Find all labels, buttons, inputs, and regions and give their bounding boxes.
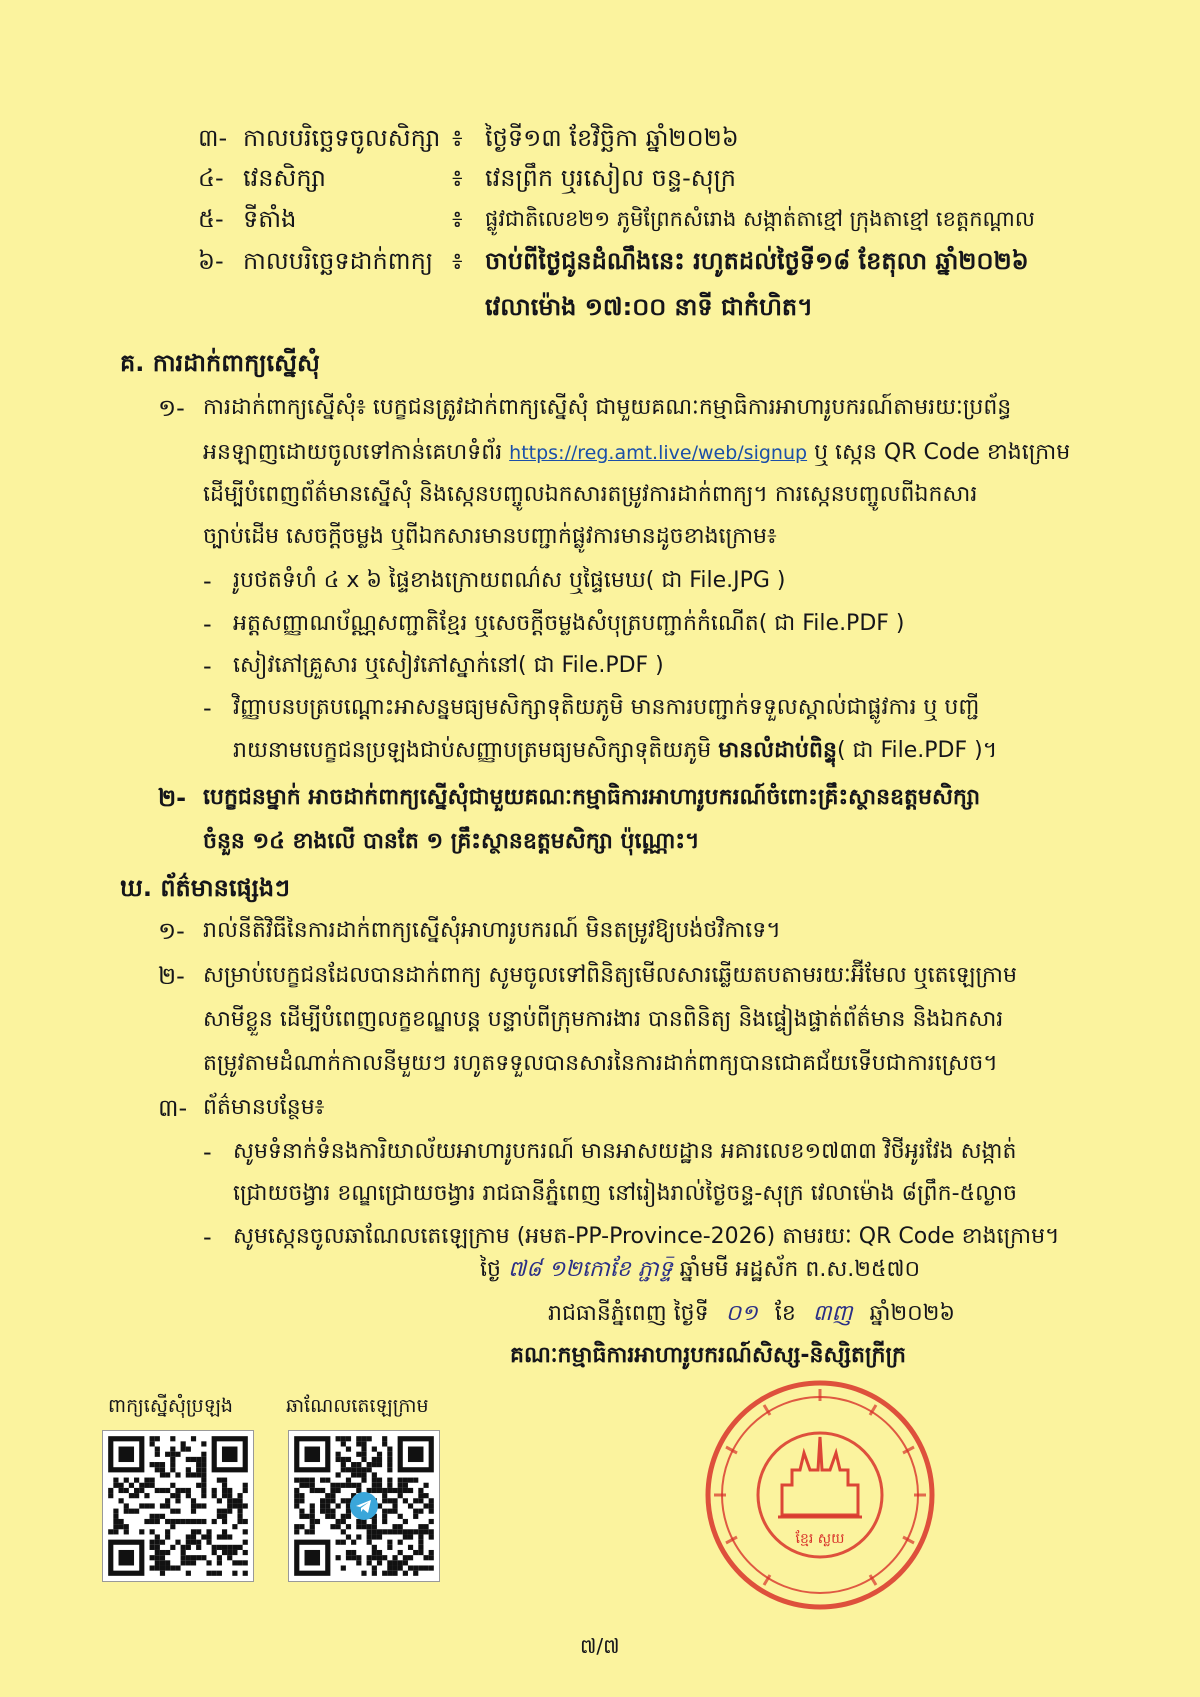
paragraph-line: បេក្ខជនម្នាក់ អាចដាក់ពាក្យស្នើសុំជាមួយគណៈកម្មាធិការអាហារូបករណ៍ចំពោះគ្រឹះស្ថានឧត្ដមសិក្សា [203,785,981,810]
bullet-dash: - [203,567,212,595]
schedule-sep: ៖ [452,205,463,233]
handwritten-lunar-date: ៧៨ ១២កោខែ ភ្ជាទ្ទ៑ [507,1257,673,1282]
handwritten-month: ៣ញ [812,1301,853,1326]
bullet-item: វិញ្ញាបនបត្របណ្ដោះអាសន្នមធ្យមសិក្សាទុតិយភូមិ មានការបញ្ជាក់ទទួលស្គាល់ជាផ្លូវការ ឬ បញ្ជី [233,695,980,720]
paragraph-line: ដើម្បីបំពេញព័ត៌មានស្នើសុំ និងស្កេនបញ្ចូលឯកសារតម្រូវការដាក់ពាក្យ។ ការស្កេនបញ្ចូលពីឯកសារ [203,482,978,507]
bullet-item-continuation: ជ្រោយចង្វារ ខណ្ឌជ្រោយចង្វារ រាជធានីភ្នំពេញ នៅរៀងរាល់ថ្ងៃចន្ទ-សុក្រ វេលាម៉ោង ៨ព្រឹក-៥ល្ងាច [233,1181,1017,1206]
schedule-num: ៦- [198,247,224,275]
bullet-item: សូមស្កេនចូលឆាណែលតេឡេក្រាម (អមត-PP-Province-2026) តាមរយៈ QR Code ខាងក្រោម។ [233,1224,1060,1249]
qr-code-application[interactable] [102,1430,254,1582]
bullet-dash: - [203,1223,212,1251]
schedule-label: កាលបរិច្ឆេទដាក់ពាក្យ [243,247,433,275]
official-seal-stamp [700,1375,940,1615]
bullet-item: សៀវភៅគ្រួសារ ឬសៀវភៅស្នាក់នៅ( ជា File.PDF ) [233,653,664,678]
paragraph-line: តម្រូវតាមដំណាក់កាលនីមួយៗ រហូតទទួលបានសារនៃការដាក់ពាក្យបានជោគជ័យទើបជាការស្រេច។ [203,1051,998,1076]
qr-caption-telegram: ឆាណែលតេឡេក្រាម [286,1395,429,1417]
qr-code-telegram[interactable] [288,1430,440,1582]
schedule-num: ៤- [198,164,224,192]
paragraph-line-text: ឬ ស្កេន QR Code ខាងក្រោម [814,440,1071,465]
schedule-sep: ៖ [452,124,463,152]
item-number: ១- [158,394,185,422]
schedule-label: វេនសិក្សា [243,164,326,192]
bullet-text-bold: មានលំដាប់ពិន្ទុ [718,738,837,763]
bullet-text: រាយនាមបេក្ខជនប្រឡងជាប់សញ្ញាបត្រមធ្យមសិក្សាទុតិយភូមិ [233,738,712,763]
date-text: រាជធានីភ្នំពេញ ថ្ងៃទី [548,1301,709,1326]
schedule-label: កាលបរិច្ឆេទចូលសិក្សា [243,124,441,152]
qr-caption-application: ពាក្យស្នើសុំប្រឡង [108,1395,233,1417]
date-text: ឆ្នាំ២០២៦ [869,1301,955,1326]
page-number: ៧/៧ [580,1634,620,1658]
paragraph-line [203,437,1070,469]
schedule-num: ៥- [198,205,224,233]
paragraph-line: សាមីខ្លួន ដើម្បីបំពេញលក្ខខណ្ឌបន្ត បន្ទាប់ពីក្រុមការងារ បានពិនិត្យ និងផ្ទៀងផ្ទាត់ព័ត៌មាន និងឯកសារ [203,1007,1004,1032]
paragraph-line: រាល់នីតិវិធីនៃការដាក់ពាក្យស្នើសុំអាហារូបករណ៍ មិនតម្រូវឱ្យបង់ថវិកាទេ។ [203,918,781,943]
schedule-value: វេនព្រឹក ឬរសៀល ចន្ទ-សុក្រ [485,164,737,192]
bullet-dash: - [203,610,212,638]
bullet-dash: - [203,694,212,722]
bullet-text: ( ជា File.PDF )។ [836,738,998,763]
schedule-value-line2: វេលាម៉ោង ១៧:០០ នាទី ជាកំហិត។ [485,293,813,321]
date-text: ថ្ងៃ [480,1257,501,1282]
schedule-value: ផ្លូវជាតិលេខ២១ ភូមិព្រែកសំរោង សង្កាត់តាខ្មៅ ក្រុងតាខ្មៅ ខេត្តកណ្ដាល [485,207,1035,231]
schedule-value: ចាប់ពីថ្ងៃជូនដំណឹងនេះ រហូតដល់ថ្ងៃទី១៨ ខែតុលា ឆ្នាំ២០២៦ [485,247,1029,275]
item-number: ៣- [158,1094,188,1122]
schedule-sep: ៖ [452,164,463,192]
handwritten-day: ០១ [725,1301,758,1326]
paragraph-line: សម្រាប់បេក្ខជនដែលបានដាក់ពាក្យ សូមចូលទៅពិនិត្យមើលសារឆ្លើយតបតាមរយៈអ៊ីមែល ឬតេឡេក្រាម [203,963,1017,988]
bullet-item: សូមទំនាក់ទំនងការិយាល័យអាហារូបករណ៍ មានអាសយដ្ឋាន អគារលេខ១៧៣៣ វិថីអូរវែង សង្កាត់ [233,1139,1017,1164]
bullet-item: រូបថតទំហំ ៤ x ៦ ផ្ទៃខាងក្រោយពណ៌ស ឬផ្ទៃមេឃ( ជា File.JPG ) [233,568,786,593]
signup-link[interactable]: https://reg.amt.live/web/signup [509,442,808,464]
bullet-item-continuation [233,735,997,767]
schedule-value: ថ្ងៃទី១៣ ខែវិច្ឆិកា ឆ្នាំ២០២៦ [485,124,739,152]
bullet-dash: - [203,652,212,680]
bullet-dash: - [203,1138,212,1166]
organization-name: គណៈកម្មាធិការអាហារូបករណ៍សិស្ស-និស្សិតក្រីក្រ [510,1343,907,1368]
lunar-date-line [480,1254,920,1286]
telegram-icon [349,1491,379,1521]
section-title-other-info: ឃ. ព័ត៌មានផ្សេងៗ [120,874,290,902]
section-title-application: គ. ការដាក់ពាក្យស្នើសុំ [120,349,320,377]
paragraph-line: ច្បាប់ដើម សេចក្ដីចម្លង ឬពីឯកសារមានបញ្ជាក់ផ្លូវការមានដូចខាងក្រោម៖ [203,524,777,549]
paragraph-line: ព័ត៌មានបន្ថែម៖ [203,1095,325,1120]
item-number: ១- [158,917,185,945]
paragraph-line: ចំនួន ១៤ ខាងលើ បានតែ ១ គ្រឹះស្ថានឧត្ដមសិក្សា ប៉ុណ្ណោះ។ [203,829,700,854]
item-number: ២- [158,962,185,990]
schedule-num: ៣- [198,124,228,152]
solar-date-line [548,1298,955,1330]
seal-text: ខ្មែរ ស្លយ [795,1531,845,1547]
schedule-sep: ៖ [452,247,463,275]
qr-code-pattern [103,1431,253,1581]
item-number: ២- [158,784,187,812]
paragraph-line: ការដាក់ពាក្យស្នើសុំ៖ បេក្ខជនត្រូវដាក់ពាក្យស្នើសុំ ជាមួយគណៈកម្មាធិការអាហារូបករណ៍តាមរយៈប្រព័ន្ធ [203,395,1012,420]
bullet-item: អត្តសញ្ញាណប័ណ្ណសញ្ជាតិខ្មែរ ឬសេចក្ដីចម្លងសំបុត្របញ្ជាក់កំណើត( ជា File.PDF ) [233,611,905,636]
date-text: ឆ្នាំមមី អដ្ឋស័ក ព.ស.២៥៧០ [679,1257,921,1282]
schedule-label: ទីតាំង [243,205,297,233]
date-text: ខែ [774,1301,796,1326]
paragraph-line-text: អនឡាញដោយចូលទៅកាន់គេហទំព័រ [203,440,503,465]
